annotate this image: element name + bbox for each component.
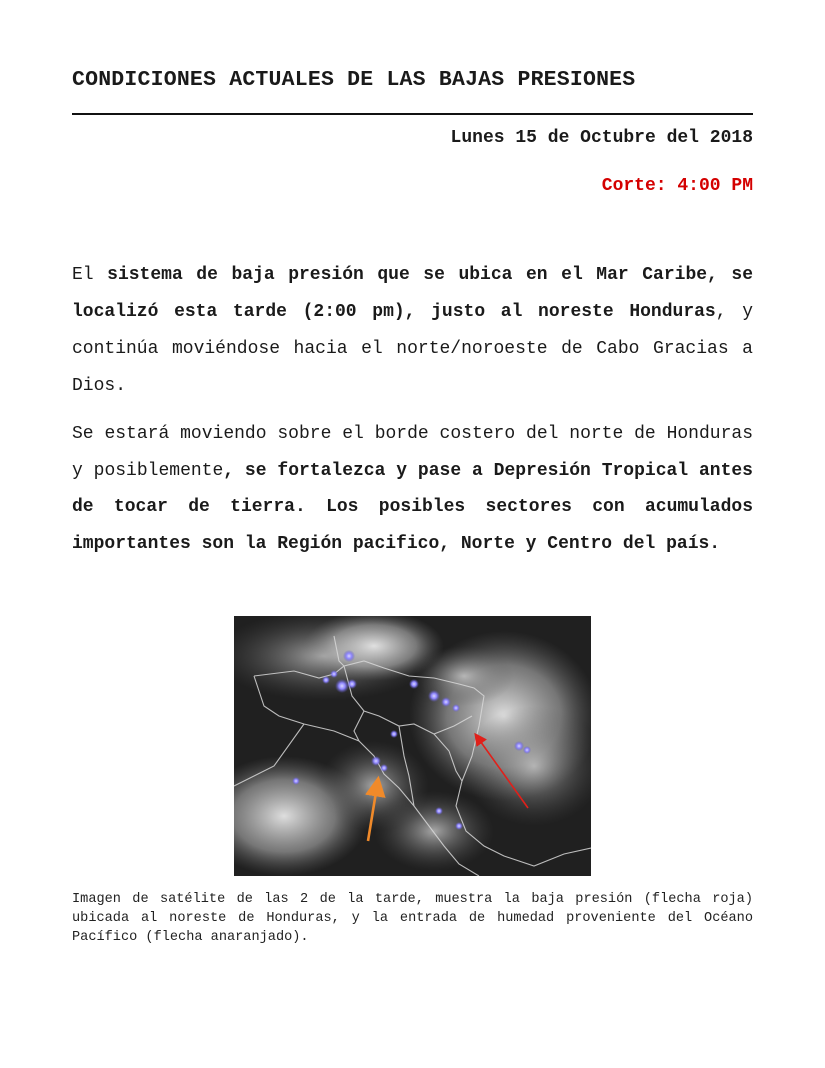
- satellite-image-svg: [234, 616, 591, 876]
- figure-caption: Imagen de satélite de las 2 de la tarde, muestra la baja presión (flecha roja) ubicada al noreste de Honduras, y la entrada de humedad proveniente del Océano Pacífico (flecha anaranjado).: [72, 892, 753, 945]
- paragraph1-text-a: El: [72, 265, 108, 285]
- title-divider: [72, 113, 753, 115]
- cutoff-time: Corte: 4:00 PM: [601, 176, 753, 196]
- paragraph-forecast: [72, 416, 753, 562]
- satellite-image: [234, 616, 591, 876]
- paragraph-low-pressure-location: [72, 257, 753, 405]
- paragraph2-bold: , se fortalezca y pase a Depresión Tropical antes de tocar de tierra. Los posibles sectores con acumulados importantes son la Región pacifico, Norte y Centro del país.: [72, 460, 753, 554]
- document-title: CONDICIONES ACTUALES DE LAS BAJAS PRESIONES: [72, 68, 636, 92]
- paragraph2-text: Se estará moviendo sobre el borde costero del norte de Honduras y posiblemente: [72, 424, 753, 481]
- paragraph1-bold: sistema de baja presión que se ubica en el Mar Caribe, se localizó esta tarde (2:00 pm), justo al noreste Honduras: [72, 265, 754, 322]
- paragraph1-text-b: , y continúa moviéndose hacia el norte/noroeste de Cabo Gracias a Dios.: [72, 302, 753, 396]
- report-date: Lunes 15 de Octubre del 2018: [450, 128, 753, 148]
